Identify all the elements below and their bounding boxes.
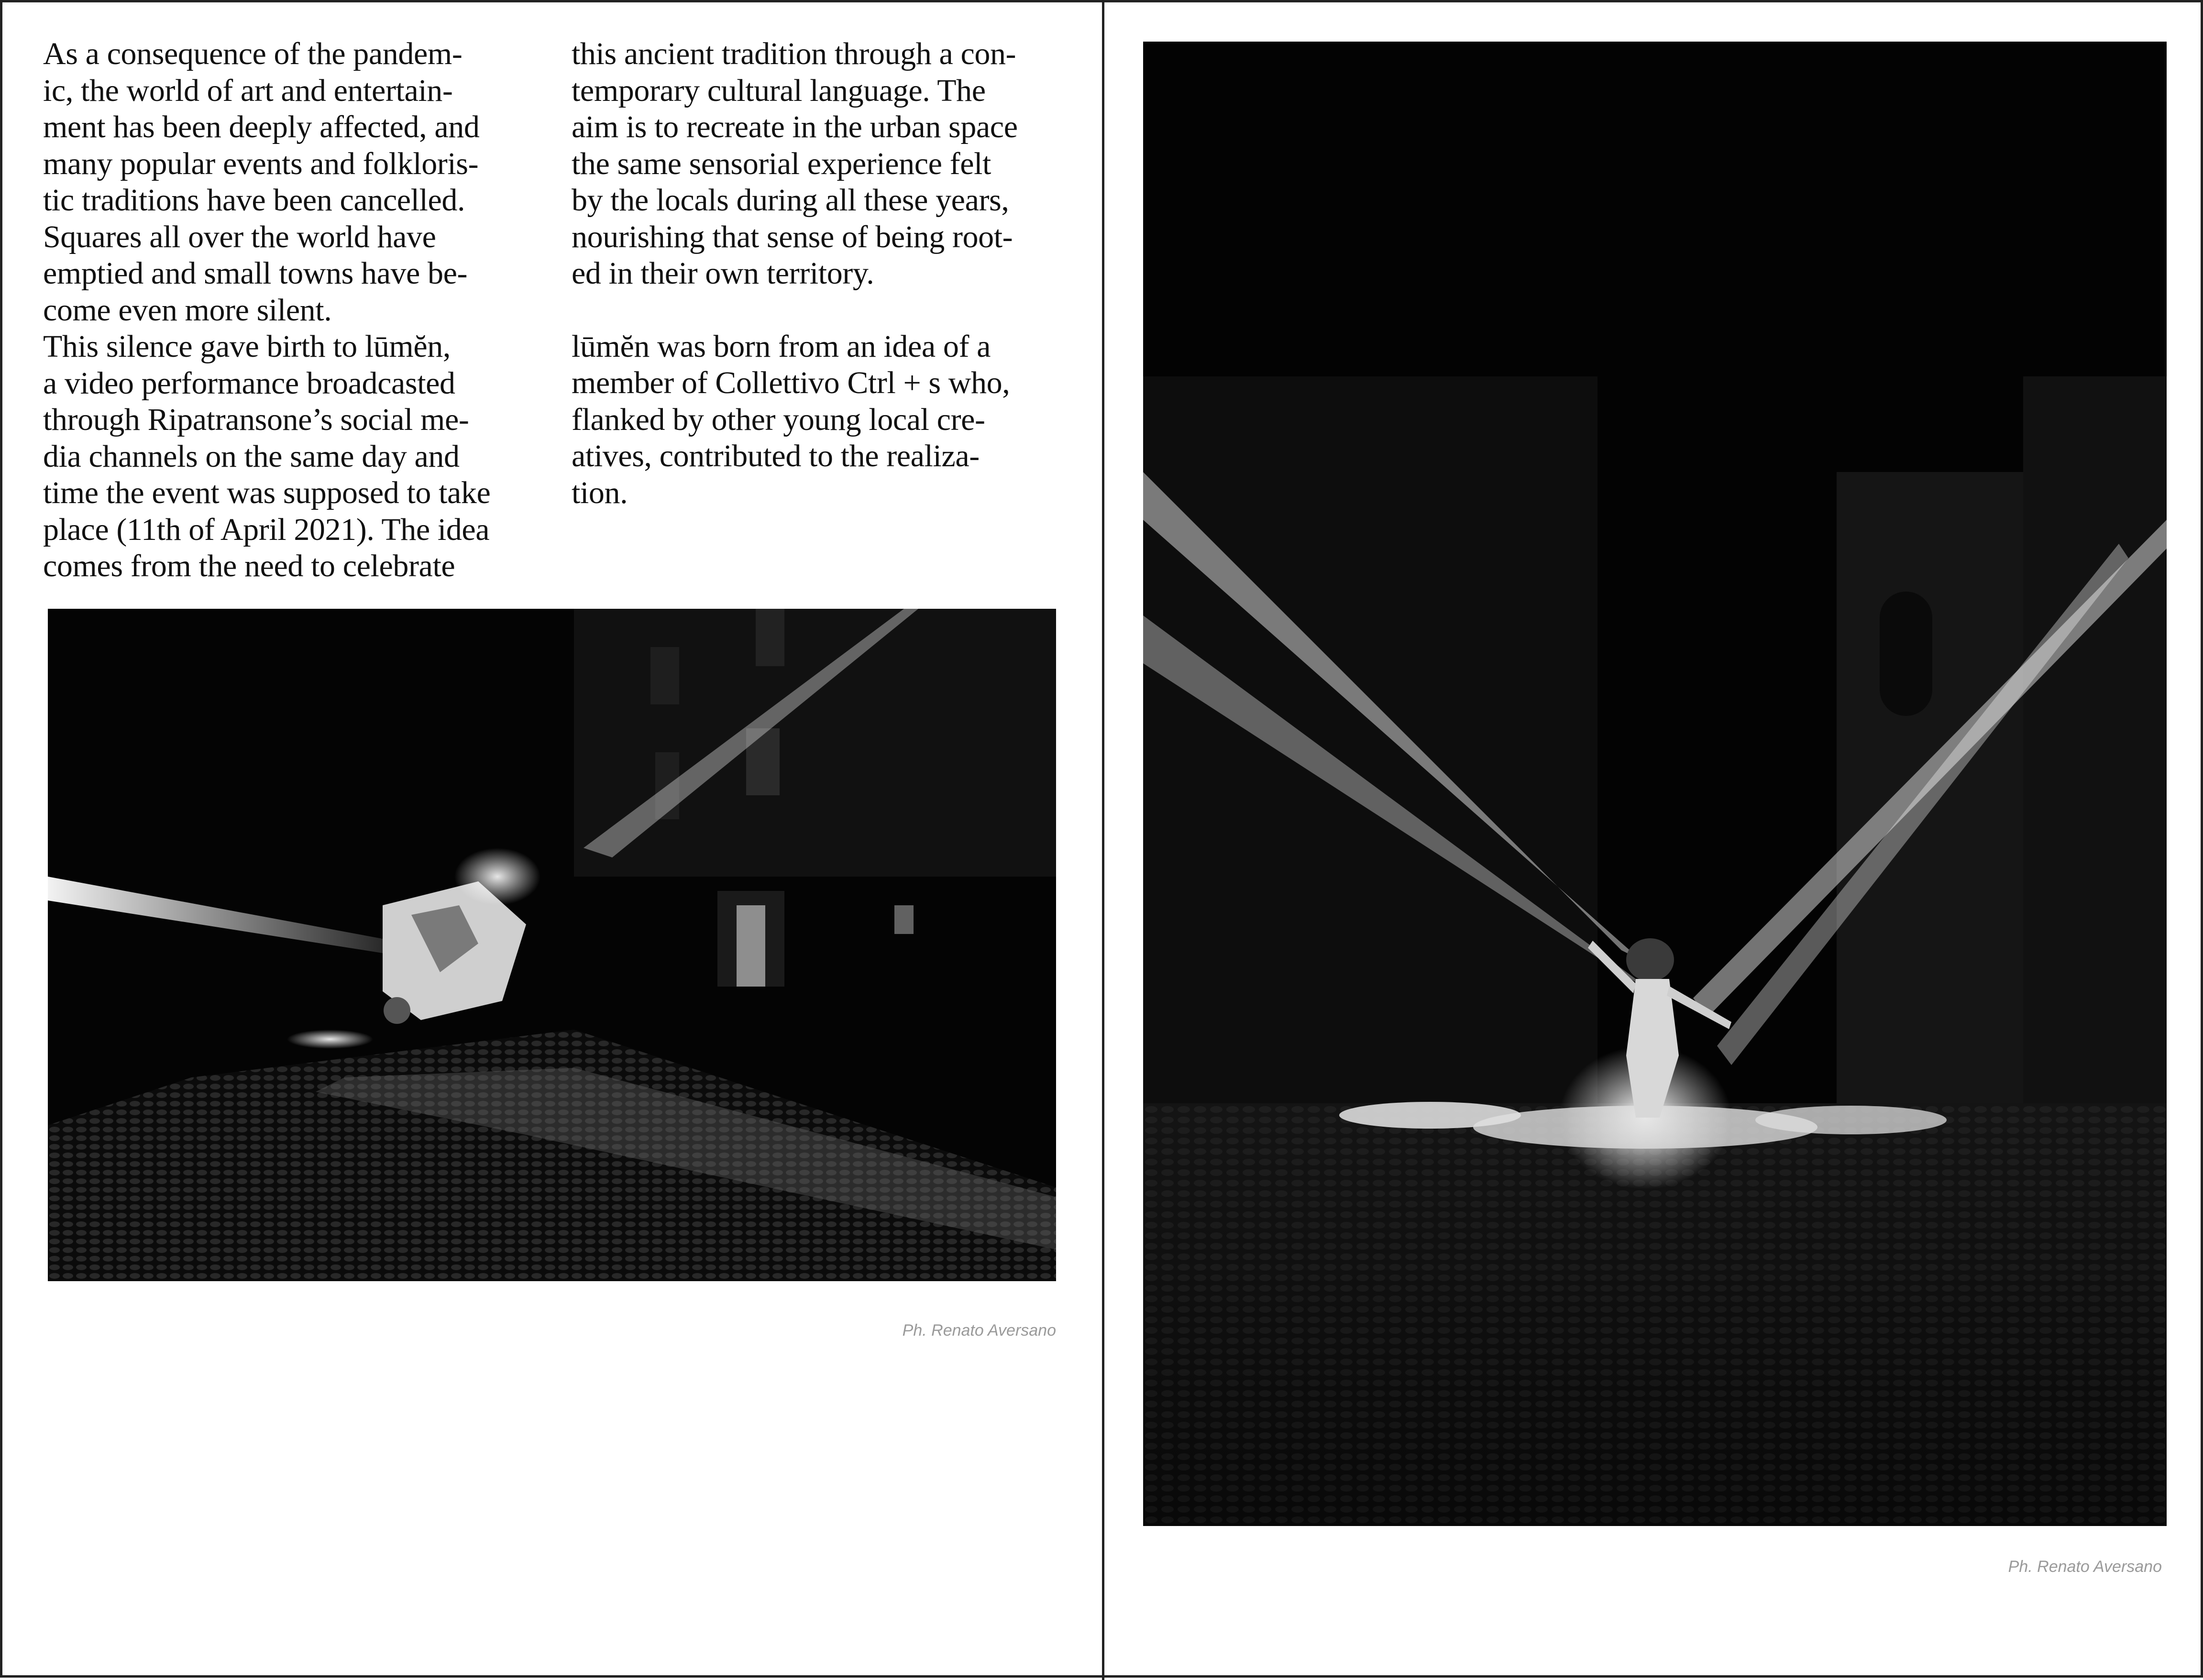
photo-credit-right: Ph. Renato Aversano [2008, 1558, 2162, 1576]
photo-street-light-cart [48, 609, 1056, 1281]
text-column-1 [43, 36, 543, 585]
left-page [2, 2, 1103, 1680]
text-column-2 [572, 36, 1071, 511]
paragraph-tradition: this ancient tradition through a con- temporary cultural language. The aim is to recreate in the urban space the same sensorial experience felt by the locals during all these years, nourishing that sense of being root- ed in their own territory. [572, 36, 1018, 291]
paragraph-lumen-birth: This silence gave birth to lūmĕn, a video performance broadcasted through Ripatransone’s social me- dia channels on the same day and time the event was supposed to take place (11th of April 2021). The idea comes from the need to celebrate [43, 329, 491, 583]
photo-credit: Ph. Renato Aversano [902, 1321, 1056, 1340]
paragraph-collettivo: lūmĕn was born from an idea of a member of Collettivo Ctrl + s who, flanked by other young local cre- atives, contributed to the realiza- tion. [572, 329, 1010, 510]
paragraph-pandemic: As a consequence of the pandem- ic, the world of art and entertain- ment has been deeply affected, and many popular events and folkloris- tic traditions have been cancelled. Squares all over the world have emptied and small towns have be- come even more silent. [43, 36, 480, 328]
photo-dancer-in-square [1143, 42, 2167, 1526]
